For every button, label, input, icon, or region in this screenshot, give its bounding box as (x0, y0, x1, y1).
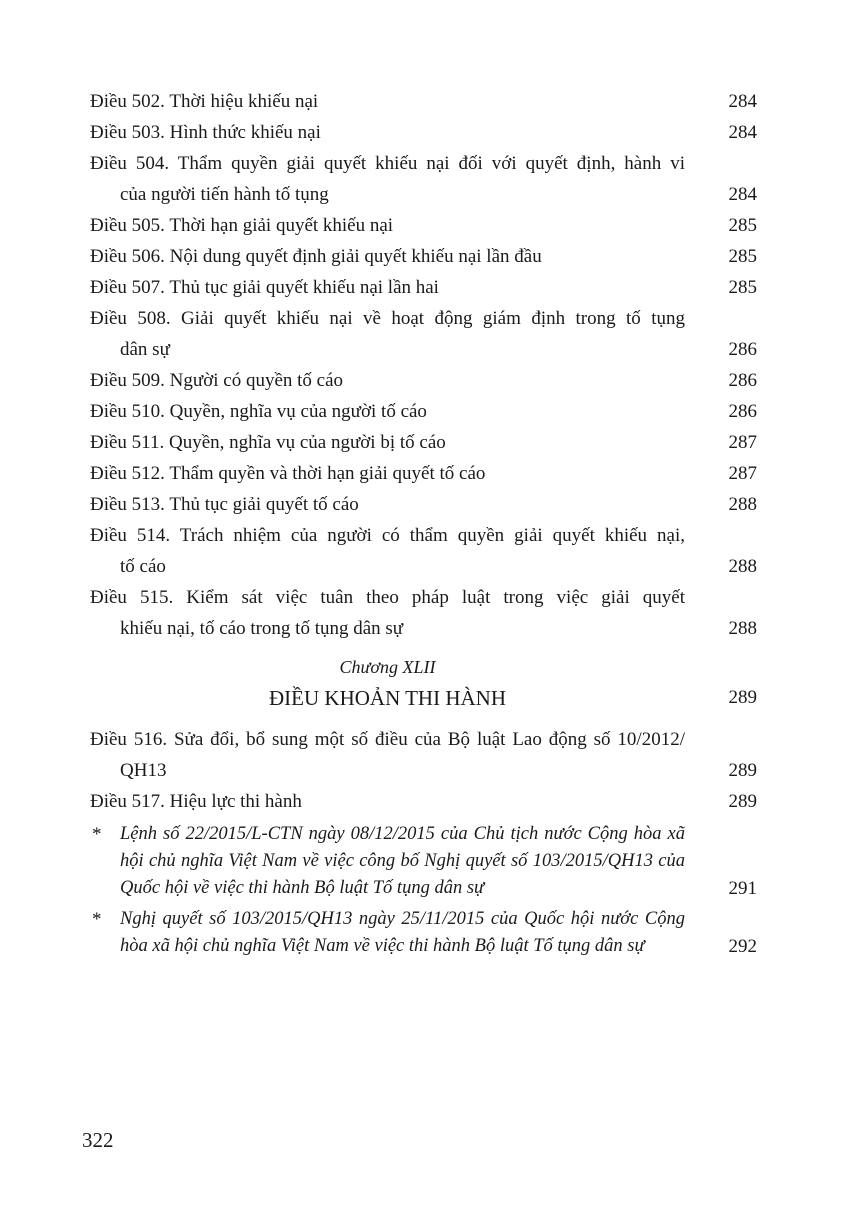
chapter-heading (90, 654, 757, 716)
toc-entry-text-line: Điều 512. Thẩm quyền và thời hạn giải quyết tố cáo (90, 463, 486, 484)
toc-section-after (90, 724, 757, 817)
toc-entry-page-number: 285 (728, 215, 757, 236)
toc-entry (90, 148, 757, 210)
toc-entry (90, 272, 757, 303)
toc-entry-page-number: 287 (728, 463, 757, 484)
toc-entry-page-number: 284 (728, 91, 757, 112)
toc-entry (90, 582, 757, 644)
toc-entry (90, 86, 757, 117)
toc-entry-text-line: Điều 509. Người có quyền tố cáo (90, 370, 344, 391)
toc-entry (90, 520, 757, 582)
toc-entry-page-number: 292 (728, 936, 757, 957)
toc-entry-page-number: 285 (728, 277, 757, 298)
bullet-asterisk: * (92, 824, 102, 845)
toc-entry-page-number: 291 (728, 878, 757, 899)
toc-entry-text-line: tố cáo (120, 556, 166, 577)
toc-entry-page-number: 284 (728, 184, 757, 205)
chapter-title: ĐIỀU KHOẢN THI HÀNH (269, 686, 506, 710)
toc-entry-page-number: 286 (728, 370, 757, 391)
toc-entry-text-line: hội chủ nghĩa Việt Nam về việc công bố Nghị quyết số 103/2015/QH13 của (120, 851, 685, 871)
toc-entry (90, 210, 757, 241)
toc-appendix (90, 821, 757, 960)
toc-entry-text-line: Điều 502. Thời hiệu khiếu nại (90, 91, 319, 112)
toc-entry-text-line: Điều 505. Thời hạn giải quyết khiếu nại (90, 215, 394, 236)
toc-entry (90, 241, 757, 272)
toc-entry (90, 906, 757, 960)
toc-entry-page-number: 286 (728, 401, 757, 422)
toc-entry (90, 117, 757, 148)
toc-entry (90, 396, 757, 427)
toc-entry-page-number: 289 (728, 760, 757, 781)
table-of-contents (90, 86, 757, 960)
toc-entry-text-line: Điều 506. Nội dung quyết định giải quyết khiếu nại lần đầu (90, 246, 542, 267)
toc-entry-text-line: Điều 507. Thủ tục giải quyết khiếu nại lần hai (90, 277, 439, 298)
chapter-label: Chương XLII (339, 657, 436, 677)
toc-entry-page-number: 287 (728, 432, 757, 453)
toc-entry (90, 821, 757, 902)
toc-entry-text-line: Điều 516. Sửa đổi, bổ sung một số điều của Bộ luật Lao động số 10/2012/ (90, 729, 685, 750)
toc-entry-text-line: Điều 511. Quyền, nghĩa vụ của người bị tố cáo (90, 432, 446, 453)
toc-entry-text-line: Điều 510. Quyền, nghĩa vụ của người tố cáo (90, 401, 427, 422)
toc-entry-page-number: 286 (728, 339, 757, 360)
toc-entry-text-line: Điều 514. Trách nhiệm của người có thẩm quyền giải quyết khiếu nại, (90, 525, 685, 546)
toc-entry-text-line: hòa xã hội chủ nghĩa Việt Nam về việc thi hành Bộ luật Tố tụng dân sự (120, 936, 645, 956)
toc-entry-text-line: Điều 515. Kiểm sát việc tuân theo pháp luật trong việc giải quyết (90, 587, 685, 608)
page-number: 322 (82, 1128, 114, 1152)
toc-entry-text-line: Nghị quyết số 103/2015/QH13 ngày 25/11/2015 của Quốc hội nước Cộng (120, 909, 685, 929)
bullet-asterisk: * (92, 909, 102, 930)
toc-entry-page-number: 284 (728, 122, 757, 143)
toc-entry (90, 489, 757, 520)
toc-entry-text-line: Quốc hội về việc thi hành Bộ luật Tố tụng dân sự (120, 878, 485, 898)
toc-entry-text-line: dân sự (120, 339, 170, 360)
toc-section-before (90, 86, 757, 644)
toc-entry (90, 724, 757, 786)
toc-entry (90, 458, 757, 489)
toc-entry-text-line: Điều 513. Thủ tục giải quyết tố cáo (90, 494, 359, 515)
toc-entry-page-number: 288 (728, 556, 757, 577)
toc-entry-text-line: Lệnh số 22/2015/L-CTN ngày 08/12/2015 của Chủ tịch nước Cộng hòa xã (120, 824, 685, 844)
toc-entry (90, 786, 757, 817)
toc-entry-page-number: 289 (728, 791, 757, 812)
chapter-page-number: 289 (728, 687, 757, 708)
toc-entry-text-line: QH13 (120, 760, 167, 781)
toc-entry-page-number: 285 (728, 246, 757, 267)
toc-entry (90, 303, 757, 365)
toc-entry-page-number: 288 (728, 494, 757, 515)
toc-entry-text-line: khiếu nại, tố cáo trong tố tụng dân sự (120, 618, 404, 639)
toc-entry-text-line: Điều 517. Hiệu lực thi hành (90, 791, 302, 812)
toc-entry (90, 365, 757, 396)
toc-entry-text-line: của người tiến hành tố tụng (120, 184, 329, 205)
toc-entry-text-line: Điều 503. Hình thức khiếu nại (90, 122, 321, 143)
toc-entry-text-line: Điều 508. Giải quyết khiếu nại về hoạt động giám định trong tố tụng (90, 308, 685, 329)
toc-entry-text-line: Điều 504. Thẩm quyền giải quyết khiếu nại đối với quyết định, hành vi (90, 153, 685, 174)
toc-entry (90, 427, 757, 458)
toc-entry-page-number: 288 (728, 618, 757, 639)
